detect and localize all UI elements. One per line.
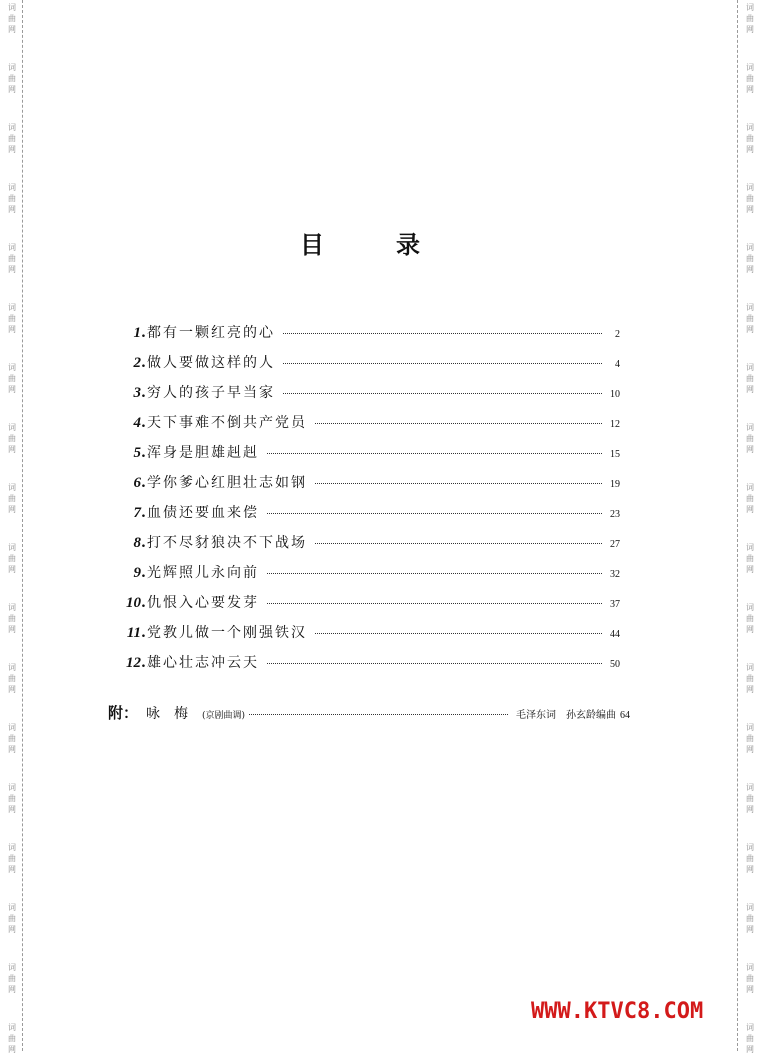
toc-number-dot: . — [141, 415, 146, 431]
watermark-char: 词 — [8, 723, 16, 732]
watermark-stamp — [3, 902, 21, 935]
watermark-stamp — [3, 242, 21, 275]
watermark-char: 词 — [8, 843, 16, 852]
watermark-char: 网 — [8, 925, 16, 934]
appendix-page-number: 64 — [620, 710, 630, 721]
toc-number: 9 — [133, 565, 141, 581]
watermark-char: 词 — [8, 663, 16, 672]
toc-number-dot: . — [141, 655, 146, 671]
toc-dot-leader — [283, 333, 602, 334]
toc-dot-leader — [267, 513, 602, 514]
watermark-char: 网 — [8, 745, 16, 754]
toc-number: 10 — [126, 595, 141, 611]
toc-title: 学你爹心红胆壮志如钢 — [147, 475, 307, 491]
watermark-stamp — [3, 782, 21, 815]
watermark-char: 网 — [746, 865, 754, 874]
toc-number: 11 — [126, 625, 141, 641]
site-url-watermark: WWW.KTVC8.COM — [531, 999, 704, 1024]
watermark-char: 网 — [746, 805, 754, 814]
watermark-char: 曲 — [746, 854, 754, 863]
toc-page-number: 37 — [610, 599, 620, 610]
watermark-char: 词 — [746, 1023, 754, 1032]
watermark-char: 网 — [746, 685, 754, 694]
watermark-char: 曲 — [746, 974, 754, 983]
watermark-stamp — [3, 602, 21, 635]
watermark-char: 网 — [8, 505, 16, 514]
watermark-char: 曲 — [8, 914, 16, 923]
watermark-stamp — [3, 842, 21, 875]
watermark-char: 曲 — [746, 614, 754, 623]
watermark-char: 词 — [746, 723, 754, 732]
watermark-stamp — [741, 962, 759, 995]
toc-title: 仇恨入心要发芽 — [147, 595, 259, 611]
title-char-1: 目 — [300, 230, 324, 259]
appendix-title: 咏梅 — [146, 706, 203, 722]
watermark-char: 曲 — [746, 674, 754, 683]
toc-number: 8 — [133, 535, 141, 551]
watermark-char: 词 — [8, 1023, 16, 1032]
watermark-char: 曲 — [746, 374, 754, 383]
toc-page-number: 23 — [610, 509, 620, 520]
watermark-char: 网 — [8, 85, 16, 94]
toc-page-number: 27 — [610, 539, 620, 550]
watermark-char: 网 — [8, 145, 16, 154]
toc-row — [114, 472, 620, 502]
watermark-char: 网 — [746, 625, 754, 634]
toc-number: 3 — [133, 385, 141, 401]
watermark-char: 网 — [746, 85, 754, 94]
watermark-char: 曲 — [746, 554, 754, 563]
watermark-char: 词 — [746, 903, 754, 912]
watermark-char: 词 — [8, 483, 16, 492]
toc-title: 做人要做这样的人 — [147, 355, 275, 371]
toc-title: 都有一颗红亮的心 — [147, 325, 275, 341]
watermark-stamp — [741, 602, 759, 635]
watermark-char: 曲 — [746, 1034, 754, 1043]
watermark-char: 词 — [8, 63, 16, 72]
watermark-stamp — [3, 302, 21, 335]
watermark-char: 网 — [746, 985, 754, 994]
watermark-char: 网 — [746, 265, 754, 274]
title-char-2: 录 — [396, 230, 420, 259]
watermark-stamp — [741, 422, 759, 455]
watermark-char: 曲 — [8, 554, 16, 563]
appendix-dot-leader — [249, 714, 508, 715]
toc-page-number: 12 — [610, 419, 620, 430]
watermark-char: 词 — [8, 603, 16, 612]
watermark-stamp — [741, 62, 759, 95]
watermark-char: 词 — [746, 603, 754, 612]
watermark-char: 网 — [8, 1045, 16, 1054]
toc-title: 雄心壮志冲云天 — [147, 655, 259, 671]
watermark-char: 曲 — [746, 314, 754, 323]
toc-number: 2 — [133, 355, 141, 371]
watermark-char: 词 — [746, 963, 754, 972]
toc-title: 光辉照儿永向前 — [147, 565, 259, 581]
watermark-char: 网 — [746, 325, 754, 334]
toc-number-dot: . — [141, 325, 146, 341]
watermark-char: 词 — [8, 363, 16, 372]
watermark-char: 网 — [8, 985, 16, 994]
watermark-char: 曲 — [8, 14, 16, 23]
toc-number-dot: . — [141, 355, 146, 371]
watermark-char: 词 — [8, 543, 16, 552]
toc-page-number: 2 — [615, 329, 620, 340]
watermark-stamp — [3, 1022, 21, 1055]
toc-dot-leader — [267, 573, 602, 574]
appendix-lyricist: 毛泽东词 — [516, 710, 556, 721]
watermark-stamp — [3, 542, 21, 575]
left-margin-dashed-line — [22, 0, 23, 1051]
toc-number-dot: . — [141, 445, 146, 461]
watermark-char: 曲 — [746, 794, 754, 803]
watermark-char: 词 — [8, 963, 16, 972]
watermark-char: 网 — [8, 865, 16, 874]
toc-dot-leader — [283, 393, 602, 394]
toc-number: 4 — [133, 415, 141, 431]
toc-page-number: 50 — [610, 659, 620, 670]
watermark-stamp — [3, 122, 21, 155]
watermark-stamp — [741, 182, 759, 215]
watermark-stamp — [3, 722, 21, 755]
watermark-char: 词 — [8, 303, 16, 312]
toc-page-number: 10 — [610, 389, 620, 400]
watermark-char: 网 — [8, 805, 16, 814]
toc-page-number: 44 — [610, 629, 620, 640]
toc-dot-leader — [267, 603, 602, 604]
toc-dot-leader — [315, 633, 602, 634]
toc-page-number: 32 — [610, 569, 620, 580]
watermark-char: 网 — [8, 685, 16, 694]
toc-row — [114, 322, 620, 352]
toc-title: 穷人的孩子早当家 — [147, 385, 275, 401]
watermark-stamp — [741, 1022, 759, 1055]
toc-row — [114, 442, 620, 472]
watermark-char: 网 — [746, 445, 754, 454]
watermark-char: 曲 — [8, 794, 16, 803]
watermark-stamp — [741, 482, 759, 515]
watermark-stamp — [3, 422, 21, 455]
toc-number: 12 — [126, 655, 141, 671]
toc-title: 党教儿做一个刚强铁汉 — [147, 625, 307, 641]
toc-number-dot: . — [141, 475, 146, 491]
watermark-stamp — [3, 962, 21, 995]
watermark-char: 曲 — [746, 194, 754, 203]
watermark-stamp — [3, 482, 21, 515]
watermark-char: 网 — [8, 25, 16, 34]
watermark-char: 词 — [746, 543, 754, 552]
appendix-entry — [108, 702, 630, 723]
watermark-stamp — [741, 122, 759, 155]
watermark-char: 曲 — [8, 854, 16, 863]
toc-row — [114, 592, 620, 622]
toc-dot-leader — [267, 663, 602, 664]
toc-page-number: 19 — [610, 479, 620, 490]
toc-number: 6 — [133, 475, 141, 491]
watermark-char: 词 — [8, 3, 16, 12]
watermark-stamp — [741, 302, 759, 335]
watermark-char: 词 — [746, 483, 754, 492]
toc-number-dot: . — [141, 535, 146, 551]
toc-dot-leader — [315, 423, 602, 424]
watermark-char: 曲 — [8, 974, 16, 983]
watermark-char: 曲 — [8, 194, 16, 203]
watermark-char: 网 — [746, 1045, 754, 1054]
watermark-stamp — [741, 242, 759, 275]
watermark-char: 词 — [8, 423, 16, 432]
watermark-stamp — [741, 722, 759, 755]
watermark-char: 曲 — [8, 434, 16, 443]
toc-number-dot: . — [141, 625, 146, 641]
watermark-stamp — [3, 62, 21, 95]
watermark-char: 曲 — [8, 374, 16, 383]
watermark-char: 词 — [746, 3, 754, 12]
appendix-subtitle: (京剧曲调) — [202, 711, 246, 721]
toc-page-number: 15 — [610, 449, 620, 460]
watermark-char: 曲 — [8, 494, 16, 503]
toc-title: 血债还要血来偿 — [147, 505, 259, 521]
toc-number: 5 — [133, 445, 141, 461]
watermark-char: 词 — [8, 243, 16, 252]
watermark-char: 网 — [8, 625, 16, 634]
toc-number: 7 — [133, 505, 141, 521]
watermark-stamp — [741, 842, 759, 875]
watermark-char: 词 — [746, 783, 754, 792]
watermark-char: 曲 — [746, 254, 754, 263]
appendix-composer: 孙玄龄编曲 — [566, 710, 616, 721]
watermark-char: 词 — [746, 843, 754, 852]
toc-row — [114, 652, 620, 682]
watermark-stamp — [741, 362, 759, 395]
watermark-char: 网 — [8, 205, 16, 214]
toc-row — [114, 562, 620, 592]
watermark-stamp — [3, 362, 21, 395]
watermark-char: 曲 — [746, 734, 754, 743]
watermark-char: 网 — [746, 745, 754, 754]
toc-dot-leader — [267, 453, 602, 454]
watermark-char: 曲 — [8, 74, 16, 83]
watermark-char: 网 — [8, 565, 16, 574]
watermark-char: 曲 — [8, 614, 16, 623]
watermark-char: 网 — [8, 325, 16, 334]
watermark-char: 网 — [746, 385, 754, 394]
watermark-char: 曲 — [8, 734, 16, 743]
watermark-char: 网 — [746, 205, 754, 214]
toc-title: 浑身是胆雄赳赳 — [147, 445, 259, 461]
watermark-stamp — [741, 542, 759, 575]
watermark-char: 词 — [746, 363, 754, 372]
watermark-stamp — [741, 2, 759, 35]
watermark-char: 曲 — [8, 134, 16, 143]
toc-row — [114, 502, 620, 532]
toc-number: 1 — [133, 325, 141, 341]
toc-number-dot: . — [141, 505, 146, 521]
page-title — [300, 225, 420, 260]
toc-number-dot: . — [141, 595, 146, 611]
toc-row — [114, 532, 620, 562]
watermark-char: 曲 — [746, 434, 754, 443]
toc-row — [114, 622, 620, 652]
watermark-char: 词 — [746, 63, 754, 72]
watermark-char: 曲 — [746, 494, 754, 503]
watermark-char: 曲 — [8, 254, 16, 263]
watermark-char: 曲 — [746, 14, 754, 23]
watermark-char: 词 — [8, 183, 16, 192]
watermark-stamp — [741, 902, 759, 935]
watermark-stamp — [741, 662, 759, 695]
watermark-char: 曲 — [8, 674, 16, 683]
watermark-char: 词 — [746, 423, 754, 432]
watermark-char: 曲 — [8, 1034, 16, 1043]
watermark-char: 词 — [746, 303, 754, 312]
toc-dot-leader — [315, 543, 602, 544]
toc-row — [114, 352, 620, 382]
watermark-char: 曲 — [8, 314, 16, 323]
watermark-stamp — [3, 182, 21, 215]
toc-title: 打不尽豺狼决不下战场 — [147, 535, 307, 551]
watermark-char: 词 — [8, 903, 16, 912]
toc-number-dot: . — [141, 385, 146, 401]
toc-number-dot: . — [141, 565, 146, 581]
appendix-label: 附： — [108, 704, 139, 722]
watermark-stamp — [3, 2, 21, 35]
watermark-char: 曲 — [746, 914, 754, 923]
watermark-char: 曲 — [746, 134, 754, 143]
watermark-char: 网 — [746, 505, 754, 514]
watermark-char: 网 — [746, 145, 754, 154]
watermark-char: 词 — [746, 123, 754, 132]
watermark-char: 网 — [746, 925, 754, 934]
watermark-char: 词 — [746, 243, 754, 252]
watermark-char: 网 — [746, 25, 754, 34]
watermark-char: 网 — [8, 265, 16, 274]
watermark-char: 词 — [8, 123, 16, 132]
watermark-char: 词 — [746, 663, 754, 672]
watermark-char: 曲 — [746, 74, 754, 83]
watermark-char: 网 — [8, 385, 16, 394]
toc-dot-leader — [315, 483, 602, 484]
watermark-char: 词 — [8, 783, 16, 792]
toc-row — [114, 382, 620, 412]
watermark-stamp — [741, 782, 759, 815]
watermark-stamp — [3, 662, 21, 695]
watermark-char: 网 — [746, 565, 754, 574]
watermark-char: 词 — [746, 183, 754, 192]
right-margin-dashed-line — [737, 0, 738, 1051]
toc-title: 天下事难不倒共产党员 — [147, 415, 307, 431]
toc-page-number: 4 — [615, 359, 620, 370]
toc-row — [114, 412, 620, 442]
toc-dot-leader — [283, 363, 602, 364]
watermark-char: 网 — [8, 445, 16, 454]
